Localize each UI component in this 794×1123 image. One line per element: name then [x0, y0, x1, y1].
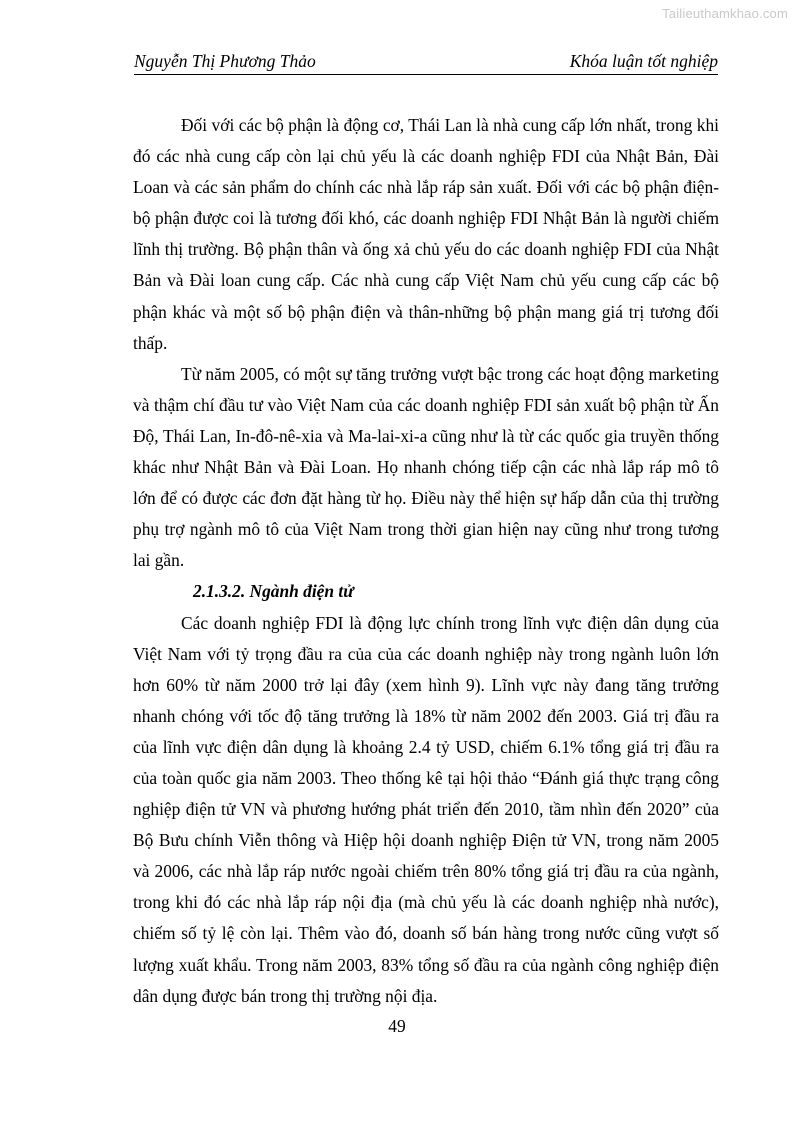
document-body: [133, 110, 719, 1012]
section-heading: 2.1.3.2. Ngành điện tử: [193, 581, 354, 602]
header-thesis-label: Khóa luận tốt nghiệp: [569, 51, 718, 71]
header-author: Nguyễn Thị Phương Thảo: [134, 51, 316, 71]
paragraph: Từ năm 2005, có một sự tăng trưởng vượt bậc trong các hoạt động marketing và thậm chí đầu tư vào Việt Nam của các doanh nghiệp FDI sản xuất bộ phận từ Ấn Độ, Thái Lan, In-đô-nê-xia và Ma-lai-xi-a cũng như là từ các quốc gia truyền thống khác như Nhật Bản và Đài Loan. Họ nhanh chóng tiếp cận các nhà lắp ráp mô tô lớn để có được các đơn đặt hàng từ họ. Điều này thể hiện sự hấp dẫn của thị trường phụ trợ ngành mô tô của Việt Nam trong thời gian hiện nay cũng như trong tương lai gần.: [133, 363, 719, 571]
paragraph: Đối với các bộ phận là động cơ, Thái Lan là nhà cung cấp lớn nhất, trong khi đó các nhà cung cấp còn lại chủ yếu là các doanh nghiệp FDI của Nhật Bản, Đài Loan và các sản phẩm do chính các nhà lắp ráp sản xuất. Đối với các bộ phận điện-bộ phận được coi là tương đối khó, các doanh nghiệp FDI Nhật Bản là người chiếm lĩnh thị trường. Bộ phận thân và ống xả chủ yếu do các doanh nghiệp FDI của Nhật Bản và Đài loan cung cấp. Các nhà cung cấp Việt Nam chủ yếu cung cấp các bộ phận khác và một số bộ phận điện và thân-những bộ phận mang giá trị tương đối thấp.: [133, 115, 719, 353]
paragraph: Các doanh nghiệp FDI là động lực chính trong lĩnh vực điện dân dụng của Việt Nam với tỷ trọng đầu ra của của các doanh nghiệp này trong ngành luôn lớn hơn 60% từ năm 2000 trở lại đây (xem hình 9). Lĩnh vực này đang tăng trưởng nhanh chóng với tốc độ tăng trưởng là 18% từ năm 2002 đến 2003. Giá trị đầu ra của lĩnh vực điện dân dụng là khoảng 2.4 tỷ USD, chiếm 6.1% tổng giá trị đầu ra của toàn quốc gia năm 2003. Theo thống kê tại hội thảo “Đánh giá thực trạng công nghiệp điện tử VN và phương hướng phát triển đến 2010, tầm nhìn đến 2020” của Bộ Bưu chính Viễn thông và Hiệp hội doanh nghiệp Điện tử VN, trong năm 2005 và 2006, các nhà lắp ráp nước ngoài chiếm trên 80% tổng giá trị đầu ra của ngành, trong khi đó các nhà lắp ráp nội địa (mà chủ yếu là các doanh nghiệp nhà nước), chiếm số tỷ lệ còn lại. Thêm vào đó, doanh số bán hàng trong nước cũng vượt số lượng xuất khẩu. Trong năm 2003, 83% tổng số đầu ra của ngành công nghiệp điện dân dụng được bán trong thị trường nội địa.: [133, 612, 719, 1006]
watermark: Tailieuthamkhao.com: [662, 6, 788, 21]
page-header: [134, 48, 718, 75]
page-number: 49: [388, 1016, 406, 1036]
